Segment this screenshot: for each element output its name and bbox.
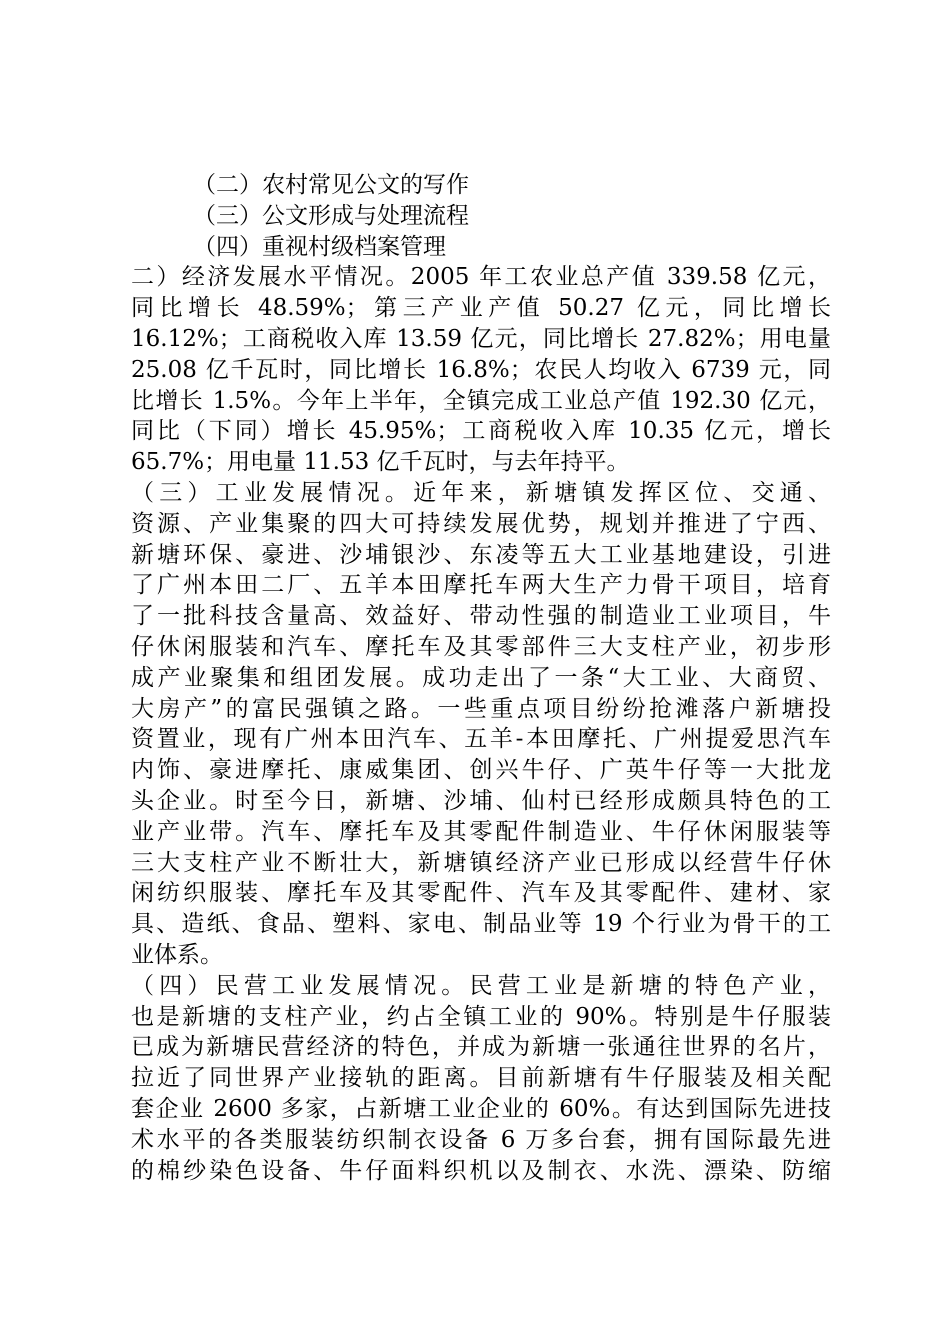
text-line: 二）经济发展水平情况。2005 年工农业总产值 339.58 亿元， (131, 264, 831, 291)
text-line: （三）工业发展情况。近年来，新塘镇发挥区位、交通、 (131, 479, 831, 506)
text-line: 25.08 亿千瓦时，同比增长 16.8%；农民人均收入 6739 元，同 (131, 356, 831, 383)
text-line: 资置业，现有广州本田汽车、五羊-本田摩托、广州提爱思汽车 (131, 726, 831, 753)
paragraph-private-industry (131, 971, 831, 1187)
text-line: 比增长 1.5%。今年上半年，全镇完成工业总产值 192.30 亿元， (131, 387, 831, 414)
paragraph-industrial-development (131, 478, 831, 971)
text-line: 新塘环保、豪进、沙埔银沙、东凌等五大工业基地建设，引进 (131, 541, 831, 568)
text-line: 16.12%；工商税收入库 13.59 亿元，同比增长 27.82%；用电量 (131, 325, 831, 352)
document-page (131, 170, 831, 1186)
text-line: 也是新塘的支柱产业，约占全镇工业的 90%。特别是牛仔服装 (131, 1003, 831, 1030)
text-line: 了一批科技含量高、效益好、带动性强的制造业工业项目，牛 (131, 603, 831, 630)
text-line: 术水平的各类服装纺织制衣设备 6 万多台套，拥有国际最先进 (131, 1126, 831, 1153)
text-line: 同比增长 48.59%；第三产业产值 50.27 亿元，同比增长 (131, 295, 831, 322)
text-line: 仔休闲服装和汽车、摩托车及其零部件三大支柱产业，初步形 (131, 633, 831, 660)
outline-item: （三）公文形成与处理流程 (193, 202, 469, 229)
paragraph-economic-development (131, 262, 831, 478)
text-line: 套企业 2600 多家，占新塘工业企业的 60%。有达到国际先进技 (131, 1095, 831, 1122)
outline-list (131, 170, 831, 262)
text-line: 内饰、豪进摩托、康威集团、创兴牛仔、广英牛仔等一大批龙 (131, 757, 831, 784)
text-line: 具、造纸、食品、塑料、家电、制品业等 19 个行业为骨干的工 (131, 911, 831, 938)
text-line: 65.7%；用电量 11.53 亿千瓦时，与去年持平。 (131, 449, 630, 476)
text-line: 拉近了同世界产业接轨的距离。目前新塘有牛仔服装及相关配 (131, 1065, 831, 1092)
text-line: 闲纺织服装、摩托车及其零配件、汽车及其零配件、建材、家 (131, 880, 831, 907)
text-line: （四）民营工业发展情况。民营工业是新塘的特色产业， (131, 972, 831, 999)
text-line: 的棉纱染色设备、牛仔面料织机以及制衣、水洗、漂染、防缩 (131, 1157, 831, 1184)
text-line: 已成为新塘民营经济的特色，并成为新塘一张通往世界的名片， (131, 1034, 831, 1061)
text-line: 三大支柱产业不断壮大，新塘镇经济产业已形成以经营牛仔休 (131, 849, 831, 876)
text-line: 业产业带。汽车、摩托车及其零配件制造业、牛仔休闲服装等 (131, 818, 831, 845)
text-line: 头企业。时至今日，新塘、沙埔、仙村已经形成颇具特色的工 (131, 787, 831, 814)
outline-item: （二）农村常见公文的写作 (193, 172, 469, 198)
outline-item: （四）重视村级档案管理 (193, 233, 446, 260)
text-line: 资源、产业集聚的四大可持续发展优势，规划并推进了宁西、 (131, 510, 831, 537)
text-line: 同比（下同）增长 45.95%；工商税收入库 10.35 亿元，增长 (131, 418, 831, 445)
text-line: 成产业聚集和组团发展。成功走出了一条“大工业、大商贸、 (131, 664, 831, 691)
text-line: 大房产”的富民强镇之路。一些重点项目纷纷抢滩落户新塘投 (131, 695, 831, 722)
text-line: 业体系。 (131, 941, 223, 968)
text-line: 了广州本田二厂、五羊本田摩托车两大生产力骨干项目，培育 (131, 572, 831, 599)
